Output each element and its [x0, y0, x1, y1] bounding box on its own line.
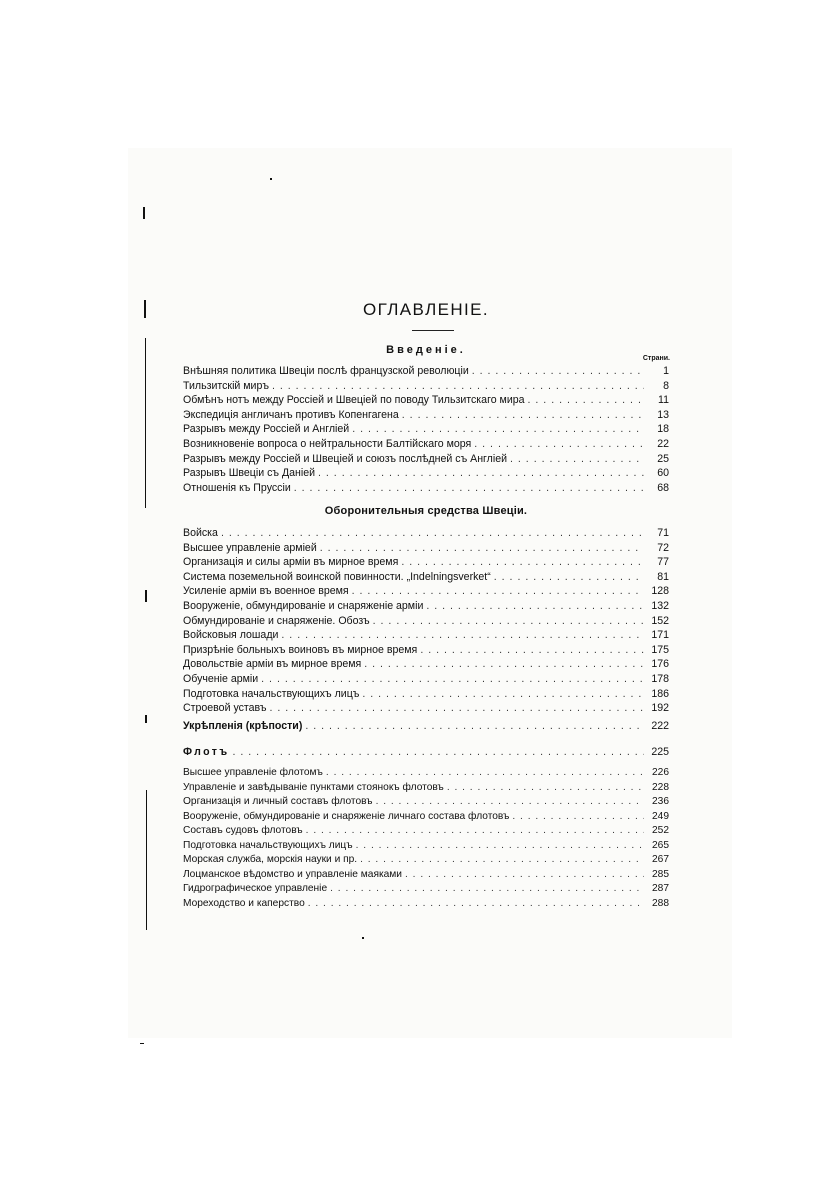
- toc-entry-page: 60: [657, 467, 669, 480]
- toc-entry: [183, 853, 669, 868]
- toc-entry-page: 267: [652, 854, 669, 865]
- toc-entry: [183, 452, 669, 467]
- leader-dots: [306, 824, 644, 839]
- toc-entry: [183, 687, 669, 702]
- leader-dots: [364, 657, 644, 672]
- leader-dots: [320, 541, 644, 556]
- toc-entry-page: 228: [652, 781, 669, 793]
- toc-entry: [183, 526, 669, 541]
- toc-entry-label: Обмундированіе и снаряженіе. Обозъ: [183, 614, 370, 627]
- toc-entry: [183, 541, 669, 556]
- scan-mark: [145, 338, 146, 508]
- scan-mark: [143, 207, 145, 219]
- toc-entry: [183, 643, 669, 658]
- toc-entry: [183, 810, 669, 825]
- toc-entry: [183, 584, 669, 599]
- toc-entry-page: 175: [651, 643, 669, 656]
- scan-mark: [144, 300, 146, 318]
- toc-entry-page: 25: [657, 452, 669, 465]
- fleet-title-toc: [183, 745, 669, 760]
- defense-toc: [183, 526, 669, 716]
- toc-entry-page: 287: [652, 883, 669, 894]
- fortress-page: 222: [651, 720, 669, 732]
- toc-entry-page: 13: [657, 408, 669, 421]
- toc-entry-label: Подготовка начальствующихъ лицъ: [183, 839, 353, 851]
- toc-entry: [183, 481, 669, 496]
- toc-entry-page: 18: [657, 423, 669, 436]
- toc-entry-label: Тильзитскій миръ: [183, 379, 269, 392]
- toc-entry-page: 1: [663, 365, 669, 377]
- toc-entry-label: Управленіе и завѣдываніе пунктами стоянокъ флотовъ: [183, 781, 444, 793]
- toc-entry-label: Усиленіе арміи въ военное время: [183, 585, 349, 598]
- toc-entry: [183, 422, 669, 437]
- toc-entry: [183, 897, 669, 912]
- toc-entry-page: 226: [652, 767, 669, 778]
- toc-entry: [183, 882, 669, 897]
- leader-dots: [294, 481, 644, 496]
- toc-entry-page: 81: [657, 570, 669, 583]
- toc-entry-label: Разрывъ между Россіей и Швеціей и союзъ послѣдней съ Англіей: [183, 452, 508, 465]
- toc-entry-page: 8: [663, 379, 669, 392]
- leader-dots: [305, 719, 644, 734]
- leader-dots: [401, 555, 644, 570]
- toc-entry-page: 152: [651, 614, 669, 627]
- leader-dots: [373, 614, 644, 629]
- leader-dots: [269, 701, 644, 716]
- toc-entry-page: 22: [657, 437, 669, 450]
- leader-dots: [362, 687, 644, 702]
- leader-dots: [281, 628, 644, 643]
- leader-dots: [318, 466, 644, 481]
- toc-entry-page: 176: [651, 658, 669, 671]
- leader-dots: [261, 672, 644, 687]
- toc-entry: [183, 570, 669, 585]
- toc-entry: [183, 824, 669, 839]
- toc-entry: [183, 628, 669, 643]
- leader-dots: [272, 379, 644, 394]
- leader-dots: [420, 643, 644, 658]
- leader-dots: [360, 853, 644, 868]
- toc-entry-label: Организація и личный составъ флотовъ: [183, 796, 373, 807]
- toc-entry-page: 288: [652, 897, 669, 909]
- toc-entry-label: Морская служба, морскія науки и пр.: [183, 854, 358, 865]
- toc-entry: [183, 701, 669, 716]
- toc-entry-label: Лоцманское вѣдомство и управленіе маяками: [183, 868, 402, 880]
- leader-dots: [352, 422, 644, 437]
- scan-mark: [362, 937, 364, 939]
- title-underline: [412, 330, 454, 331]
- scan-mark: [145, 590, 147, 602]
- leader-dots: [402, 408, 644, 423]
- leader-dots: [221, 526, 644, 541]
- toc-entry: [183, 719, 669, 734]
- toc-entry: [183, 555, 669, 570]
- toc-entry: [183, 599, 669, 614]
- toc-entry-label: Строевой уставъ: [183, 702, 267, 715]
- toc-entry-label: Разрывъ между Россіей и Англіей: [183, 423, 350, 436]
- toc-entry-page: 128: [651, 585, 669, 598]
- toc-entry-label: Довольствіе арміи въ мирное время: [183, 658, 362, 671]
- intro-toc: [183, 364, 669, 495]
- leader-dots: [352, 584, 644, 599]
- fortress-toc: [183, 719, 669, 734]
- leader-dots: [233, 745, 645, 760]
- defense-heading: Оборонительныя средства Швеціи.: [324, 505, 528, 517]
- leader-dots: [528, 393, 644, 408]
- toc-entry: [183, 364, 669, 379]
- toc-entry: [183, 466, 669, 481]
- leader-dots: [330, 882, 644, 897]
- intro-heading: Введеніе.: [386, 344, 466, 356]
- toc-entry-label: Высшее управленіе арміей: [183, 541, 317, 554]
- toc-entry-page: 252: [652, 825, 669, 836]
- toc-entry: [183, 781, 669, 796]
- pages-column-header: Страни.: [642, 355, 670, 362]
- leader-dots: [472, 364, 644, 379]
- fortress-label: Укрѣпленія (крѣпости): [183, 720, 303, 732]
- toc-entry-page: 68: [657, 481, 669, 494]
- toc-entry-page: 192: [651, 702, 669, 715]
- toc-entry-label: Войсковыя лошади: [183, 629, 279, 642]
- toc-entry: [183, 657, 669, 672]
- toc-entry: [183, 868, 669, 883]
- leader-dots: [356, 839, 644, 854]
- leader-dots: [494, 570, 644, 585]
- toc-entry-label: Система поземельной воинской повинности. „Indelningsverket“: [183, 570, 491, 583]
- toc-entry: [183, 408, 669, 423]
- toc-entry-label: Призрѣніе больныхъ воиновъ въ мирное время: [183, 643, 418, 656]
- toc-entry: [183, 672, 669, 687]
- leader-dots: [326, 766, 644, 781]
- toc-entry-label: Отношенія къ Пруссіи: [183, 481, 291, 494]
- toc-entry: [183, 614, 669, 629]
- toc-entry: [183, 437, 669, 452]
- toc-entry: [183, 795, 669, 810]
- leader-dots: [308, 897, 644, 912]
- toc-entry-label: Разрывъ Швеціи съ Даніей: [183, 467, 316, 480]
- toc-entry-page: 236: [652, 796, 669, 807]
- toc-entry-label: Войска: [183, 527, 218, 539]
- toc-entry-page: 249: [652, 810, 669, 822]
- toc-entry-page: 171: [651, 629, 669, 642]
- leader-dots: [512, 810, 644, 825]
- toc-entry-label: Экспедиція англичанъ противъ Копенгагена: [183, 408, 399, 421]
- toc-entry-page: 265: [652, 839, 669, 851]
- toc-entry: [183, 766, 669, 781]
- scan-mark: [270, 178, 272, 180]
- toc-entry-label: Обученіе арміи: [183, 672, 259, 685]
- leader-dots: [510, 452, 644, 467]
- toc-entry-page: 186: [651, 687, 669, 700]
- leader-dots: [376, 795, 644, 810]
- toc-entry-page: 72: [657, 541, 669, 554]
- leader-dots: [405, 868, 644, 883]
- fleet-toc: [183, 766, 669, 911]
- toc-entry-page: 11: [658, 394, 669, 407]
- toc-entry-label: Возникновеніе вопроса о нейтральности Балтійскаго моря: [183, 437, 472, 450]
- toc-entry-label: Обмѣнъ нотъ между Россіей и Швеціей по поводу Тильзитскаго мира: [183, 394, 525, 407]
- scan-mark: [140, 1043, 144, 1044]
- page-title: ОГЛАВЛЕНІЕ.: [362, 300, 490, 319]
- toc-entry-page: 71: [657, 527, 669, 539]
- fleet-label: Флотъ: [183, 746, 230, 758]
- toc-entry-label: Вооруженіе, обмундированіе и снаряженіе личнаго состава флотовъ: [183, 810, 510, 822]
- toc-entry-label: Организація и силы арміи въ мирное время: [183, 556, 399, 569]
- toc-entry-label: Составъ судовъ флотовъ: [183, 825, 303, 836]
- toc-entry-page: 285: [652, 868, 669, 880]
- leader-dots: [426, 599, 644, 614]
- toc-entry: [183, 393, 669, 408]
- fleet-page: 225: [651, 746, 669, 758]
- scan-mark: [146, 790, 147, 930]
- toc-entry-page: 132: [651, 599, 669, 612]
- toc-entry: [183, 839, 669, 854]
- toc-entry: [183, 745, 669, 760]
- scan-mark: [145, 715, 147, 723]
- toc-entry-label: Мореходство и каперство: [183, 897, 305, 909]
- leader-dots: [447, 781, 644, 796]
- toc-entry-label: Высшее управленіе флотомъ: [183, 767, 323, 778]
- toc-entry-page: 77: [657, 556, 669, 569]
- toc-entry: [183, 379, 669, 394]
- toc-entry-label: Подготовка начальствующихъ лицъ: [183, 687, 360, 700]
- toc-entry-label: Внѣшняя политика Швеціи послѣ французской революціи: [183, 365, 469, 377]
- toc-entry-label: Вооруженіе, обмундированіе и снаряженіе арміи: [183, 599, 424, 612]
- toc-entry-label: Гидрографическое управленіе: [183, 883, 328, 894]
- leader-dots: [474, 437, 644, 452]
- toc-entry-page: 178: [651, 672, 669, 685]
